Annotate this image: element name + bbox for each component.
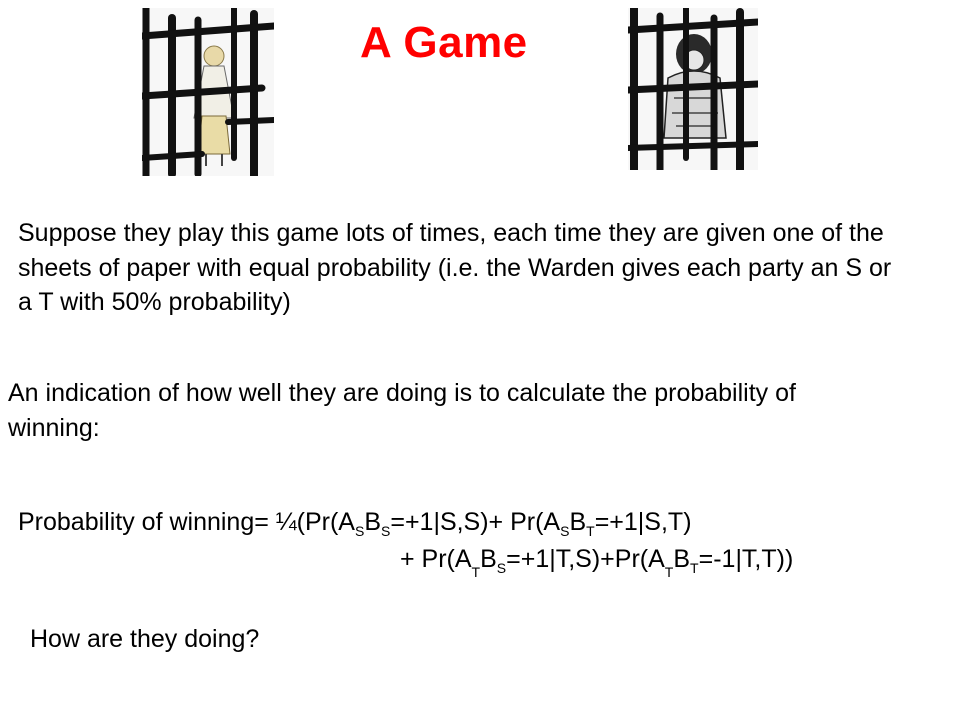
left-jail-illustration [142, 8, 274, 176]
winning-probability-intro: An indication of how well they are doing is to calculate the probability of winning: [8, 379, 796, 442]
formula-line-1: Probability of winning= $\frac{1}{4}(Pr(A_SB_S=+1|S,S)+ Pr(A_SB_T=+1|S,T)$ [18, 508, 692, 539]
formula-line-2: + $Pr(A_TB_S=+1|T,S)+Pr(A_TB_T=-1|T,T)$) [400, 545, 794, 580]
game-setup-paragraph: Suppose they play this game lots of times, each time they are given one of the sheets of paper with equal probability (i.e. the Warden gives each party an S or a T with 50% probability) [18, 219, 892, 316]
right-jail-illustration [628, 8, 758, 170]
slide-title: A Game [360, 18, 528, 67]
closing-question: How are they doing? [30, 625, 260, 653]
